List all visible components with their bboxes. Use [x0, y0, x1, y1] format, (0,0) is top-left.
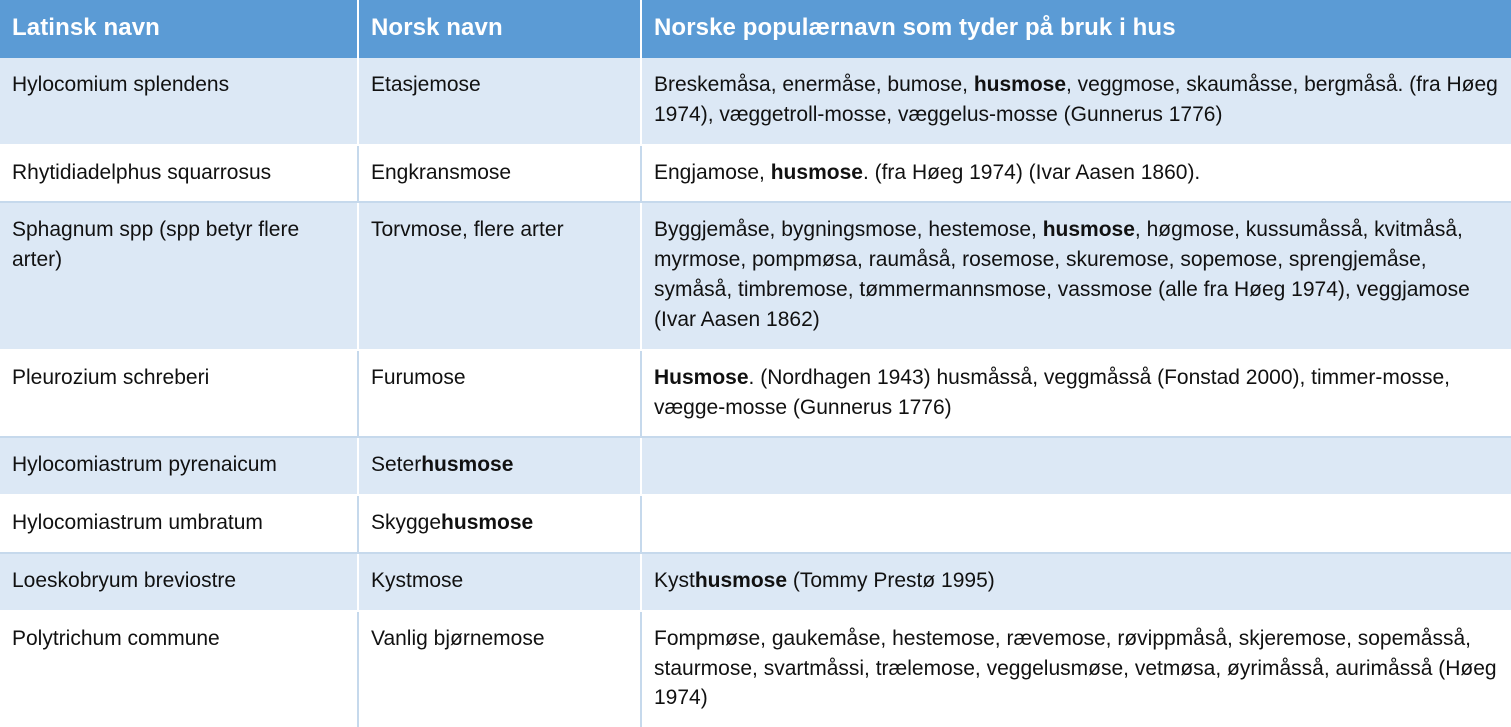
table-row [0, 58, 1511, 145]
cell-popular-names [641, 437, 1511, 495]
norwegian-name-prefix: Etasjemose [371, 73, 481, 96]
norwegian-name-prefix: Engkransmose [371, 160, 512, 184]
cell-norwegian-name [358, 58, 641, 145]
cell-norwegian-name [358, 202, 641, 349]
popular-name-text: (Tommy Prestø 1995) [787, 568, 995, 592]
cell-latin-name: Hylocomium splendens [0, 58, 358, 145]
cell-popular-names [641, 495, 1511, 553]
popular-name-highlight: husmose [770, 160, 863, 184]
cell-popular-names [641, 58, 1511, 145]
norwegian-name-prefix: Kystmose [371, 568, 464, 592]
cell-popular-names [641, 202, 1511, 349]
norwegian-name-prefix: Furumose [371, 365, 466, 389]
table-row [0, 145, 1511, 203]
cell-latin-name: Sphagnum spp (spp betyr flere arter) [0, 202, 358, 349]
cell-norwegian-name [358, 437, 641, 495]
column-header-norsk: Norsk navn [358, 0, 641, 58]
cell-popular-names [641, 350, 1511, 438]
table-row [0, 202, 1511, 349]
cell-latin-name: Hylocomiastrum umbratum [0, 495, 358, 553]
popular-name-text: , veggmose, skaumåsse, bergmåså. (fra Høeg 1974), væggetroll-mosse, væggelus-mosse (Gunnerus 1776) [654, 73, 1498, 126]
column-header-latin: Latinsk navn [0, 0, 358, 58]
cell-norwegian-name [358, 350, 641, 438]
cell-norwegian-name [358, 611, 641, 727]
popular-name-text: Breskemåsa, enermåse, bumose, [654, 73, 974, 96]
cell-popular-names [641, 611, 1511, 727]
cell-norwegian-name [358, 495, 641, 553]
table-body [0, 58, 1511, 727]
column-header-popular: Norske populærnavn som tyder på bruk i hus [641, 0, 1511, 58]
popular-name-highlight: husmose [1042, 218, 1135, 242]
cell-latin-name: Hylocomiastrum pyrenaicum [0, 437, 358, 495]
cell-norwegian-name [358, 553, 641, 611]
norwegian-name-prefix: Seter [371, 453, 422, 477]
cell-latin-name: Polytrichum commune [0, 611, 358, 727]
table-row [0, 495, 1511, 553]
norwegian-name-prefix: Torvmose, flere arter [371, 218, 564, 242]
norwegian-name-prefix: Skygge [371, 511, 442, 535]
cell-popular-names [641, 145, 1511, 203]
popular-name-highlight: Husmose [654, 365, 749, 389]
table-header [0, 0, 1511, 58]
cell-popular-names [641, 553, 1511, 611]
table-row [0, 350, 1511, 438]
cell-latin-name: Loeskobryum breviostre [0, 553, 358, 611]
popular-name-text: , høgmose, kussumåsså, kvitmåså, myrmose, pompmøsa, raumåså, rosemose, skuremose, sopemose, sprengjemåse, symåså, timbremose, tømmermannsmose, vassmose (alle fra Høeg 1974), veggjamose (Ivar Aasen 1862) [654, 218, 1470, 331]
popular-name-highlight: husmose [694, 568, 788, 592]
popular-name-text: Fompmøse, gaukemåse, hestemose, rævemose, røvippmåså, skjeremose, sopemåsså, staurmose, svartmåssi, trælemose, veggelusmøse, vetmøsa, øyrimåsså, aurimåsså (Høeg 1974) [654, 626, 1497, 710]
popular-name-text: Byggjemåse, bygningsmose, hestemose, [654, 218, 1043, 242]
popular-name-text: Engjamose, [654, 160, 771, 184]
cell-latin-name: Rhytidiadelphus squarrosus [0, 145, 358, 203]
table-row [0, 611, 1511, 727]
norwegian-name-highlight: husmose [441, 511, 534, 535]
popular-name-highlight: husmose [973, 73, 1067, 96]
popular-name-text: . (Nordhagen 1943) husmåsså, veggmåsså (Fonstad 2000), timmer-mosse, vægge-mosse (Gunnerus 1776) [654, 365, 1451, 419]
table-row [0, 437, 1511, 495]
cell-norwegian-name [358, 145, 641, 203]
popular-name-text: . (fra Høeg 1974) (Ivar Aasen 1860). [862, 160, 1201, 184]
table-header-row [0, 0, 1511, 58]
norwegian-name-prefix: Vanlig bjørnemose [371, 626, 545, 650]
cell-latin-name: Pleurozium schreberi [0, 350, 358, 438]
norwegian-name-highlight: husmose [421, 453, 514, 477]
table-row [0, 553, 1511, 611]
popular-name-text: Kyst [654, 568, 695, 592]
